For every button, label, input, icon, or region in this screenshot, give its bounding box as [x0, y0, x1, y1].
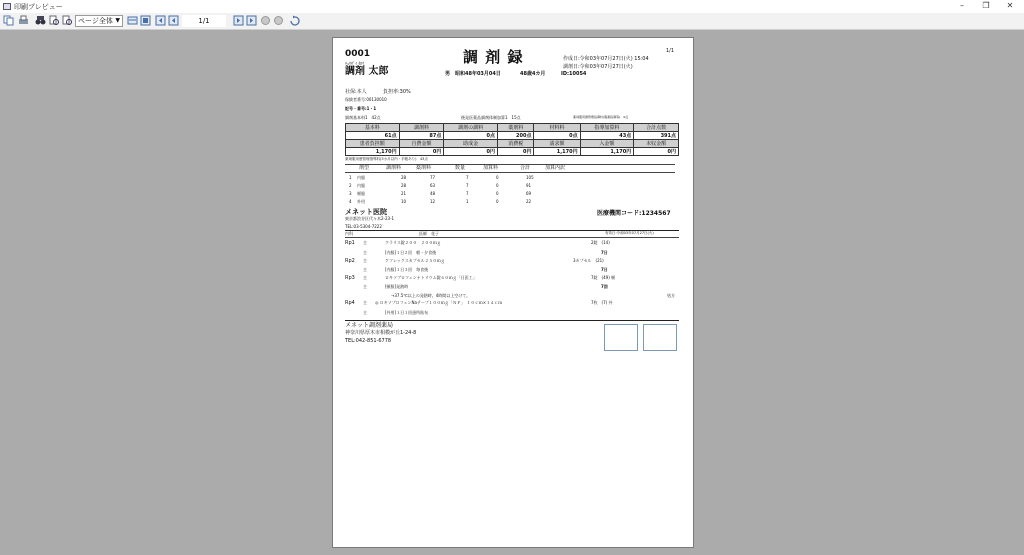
fee-header-cell: 合計点数	[634, 124, 679, 132]
drug-row-type: 外用	[357, 199, 365, 204]
document-page	[332, 37, 694, 548]
rx-drug: [頓服]発熱時	[385, 284, 409, 289]
rx-qty: 7回	[601, 284, 608, 289]
refresh-icon[interactable]	[289, 15, 300, 26]
preview-toolbar	[0, 13, 1024, 30]
divider	[345, 172, 675, 173]
rx-rp: Rp3	[345, 275, 355, 281]
drug-row-value: 21	[401, 191, 407, 196]
rx-type: 主	[363, 250, 367, 255]
drug-row-value: 10	[401, 199, 407, 204]
rx-rp: Rp4	[345, 300, 355, 306]
fee-header-cell: 調剤の調料	[444, 124, 498, 132]
fee-header-row	[346, 140, 679, 148]
close-button[interactable]: ✕	[1006, 1, 1014, 10]
drug-header: 数量	[455, 165, 466, 171]
insurer-number: 保険者番号:00130010	[345, 97, 387, 102]
binoculars-icon[interactable]	[35, 15, 46, 26]
drug-row-type: 内服	[357, 175, 365, 180]
fee-value-cell: 61点	[346, 132, 400, 140]
whole-page-icon[interactable]	[140, 15, 151, 26]
copy-icon[interactable]	[3, 15, 14, 26]
fee-value-cell: 0円	[444, 148, 498, 156]
drug-row-value: 63	[430, 183, 436, 188]
fee-value-cell: 1,170円	[534, 148, 580, 156]
fee-header-cell: 助成金	[444, 140, 498, 148]
drug-row-index: 2	[349, 183, 352, 188]
drug-row-value: 22	[526, 199, 532, 204]
rx-drug: ロキソプロフェンナトリウム錠６０ｍｇ「日医工」	[385, 275, 477, 280]
pharmacy-address: 神奈川県厚木市相模が丘1-24-8	[345, 330, 417, 336]
chevron-down-icon: ▼	[115, 17, 120, 24]
fee-header-cell: 調剤料	[399, 124, 444, 132]
generic-addition: 後発医薬品調剤体制加算1 15点	[461, 115, 521, 120]
back-icon[interactable]	[260, 15, 271, 26]
first-page-icon[interactable]	[155, 15, 166, 26]
zoom-out-icon[interactable]	[62, 15, 73, 26]
clinic-tel: TEL:03-5304-7222	[345, 224, 382, 229]
drug-row-value: 48	[430, 191, 436, 196]
document-title: 調 剤 録	[463, 48, 524, 66]
minimize-button[interactable]: –	[960, 1, 964, 10]
drug-row-value: 91	[526, 183, 532, 188]
insurance-type: 社保:本人	[345, 89, 367, 95]
drug-row-value: 0	[496, 191, 499, 196]
clinic-name: メネット医院	[345, 208, 387, 216]
drug-row-value: 1	[466, 199, 469, 204]
rx-type: 主	[363, 275, 367, 280]
pharmacy-tel: TEL:042-851-6778	[345, 338, 392, 344]
next-page-icon[interactable]	[233, 15, 244, 26]
divider	[345, 237, 679, 238]
prev-page-icon[interactable]	[168, 15, 179, 26]
restore-button[interactable]: ❐	[982, 1, 990, 10]
fee-header-cell: 指導加算料	[580, 124, 634, 132]
drug-section-label: 薬剤服用歴管理指導料(3カ月以内・手帳あり) 43点	[345, 157, 428, 161]
dispensed-date: 調剤日:令和03年07月27日(火)	[563, 64, 633, 70]
divider	[345, 320, 679, 321]
fee-header-cell: 患者負担額	[346, 140, 400, 148]
patient-kana: ﾁｮｳｻﾞｲ ﾀﾛｳ	[345, 61, 365, 66]
rx-rp: Rp1	[345, 240, 355, 246]
fee-value-cell: 200点	[497, 132, 534, 140]
rx-drug: クラリス錠２００ ２００ｍｇ	[385, 240, 441, 245]
rx-qty: 3カプセル (21)	[573, 258, 604, 263]
rx-drug: [外用]１日１回患所貼布	[385, 310, 429, 315]
drug-row-value: 0	[496, 199, 499, 204]
window-title: 印刷プレビュー	[14, 3, 63, 11]
base-fee: 調剤基本料1 42点	[345, 115, 381, 120]
drug-header: 調剤料	[386, 165, 402, 171]
drug-row-value: 0	[496, 175, 499, 180]
drug-row-value: 28	[401, 175, 407, 180]
drug-header: 合計	[520, 165, 531, 171]
rx-qty: 7枚 (7) 外	[591, 300, 613, 305]
fee-value-cell: 0円	[634, 148, 679, 156]
rx-qty: 7日	[601, 250, 608, 255]
drug-header: 薬剤料	[416, 165, 432, 171]
fee-value-cell: 0点	[534, 132, 580, 140]
drug-row-value: 69	[526, 191, 532, 196]
guidance-note: 薬剤服用歴管理指導料(服薬指導等) 0点	[573, 115, 629, 119]
drug-row-value: 7	[466, 183, 469, 188]
drug-row-type: 頓服	[357, 191, 365, 196]
fee-header-cell: 薬剤料	[497, 124, 534, 132]
fee-value-cell: 1,170円	[346, 148, 400, 156]
doctor-name: 医師 花子	[419, 231, 439, 236]
zoom-select[interactable]	[75, 15, 123, 27]
rx-qty: 7日	[601, 267, 608, 272]
drug-header: 剤型	[359, 165, 370, 171]
fee-table	[345, 123, 679, 156]
drug-row-index: 4	[349, 199, 352, 204]
fee-value-cell: 1,170円	[580, 148, 634, 156]
drug-row-value: 77	[430, 175, 436, 180]
stamp-box	[604, 324, 638, 351]
app-icon	[3, 3, 11, 10]
stamp-box	[643, 324, 677, 351]
rx-drug: [内服]１日３回 毎食後	[385, 267, 429, 272]
rx-note: 処方	[667, 293, 675, 298]
forward-icon[interactable]	[273, 15, 284, 26]
page-width-icon[interactable]	[127, 15, 138, 26]
drug-header: 加算料	[483, 165, 499, 171]
fee-header-cell: 請求額	[534, 140, 580, 148]
rx-type: 主	[363, 240, 367, 245]
drug-row-value: 12	[430, 199, 436, 204]
valid-date: 有効日:令和03年07月27日(火)	[605, 231, 654, 235]
zoom-select-value: ページ全体	[78, 17, 113, 25]
fee-value-cell: 391点	[634, 132, 679, 140]
drug-row-type: 内服	[357, 183, 365, 188]
rx-rp: Rp2	[345, 258, 355, 264]
page-count: 1/1	[666, 48, 675, 54]
fee-value-row	[346, 148, 679, 156]
drug-row-value: 28	[401, 183, 407, 188]
pharmacy-name: メネット調剤薬局	[345, 322, 394, 329]
burden-rate: 負担率:30%	[383, 89, 411, 95]
fee-header-row	[346, 124, 679, 132]
fee-value-cell: 43点	[580, 132, 634, 140]
rx-type: 主	[363, 310, 367, 315]
rx-drug: →37.5℃以上の発熱時。4時間以上空けて。	[391, 293, 471, 298]
department: 内科	[345, 231, 353, 236]
fee-header-cell: 基本料	[346, 124, 400, 132]
fee-value-cell: 0円	[399, 148, 444, 156]
print-icon[interactable]	[18, 15, 29, 26]
patient-id: ID:10054	[561, 71, 587, 77]
fee-header-cell: 消費税	[497, 140, 534, 148]
clinic-code: 医療機関コード:1234567	[597, 210, 671, 217]
drug-header: 加算内訳	[545, 165, 566, 171]
patient-birth: 昭和48年03月04日	[455, 71, 501, 77]
rx-drug: [内服]１日２回 朝・夕食後	[385, 250, 437, 255]
document-number: 0001	[345, 49, 371, 59]
rx-type: 主	[363, 284, 367, 289]
rx-qty: 2錠 (14)	[591, 240, 610, 245]
symbol-number: 記号・番号:1・1	[345, 106, 377, 111]
fee-header-cell: 材料料	[534, 124, 580, 132]
rx-type: 主	[363, 258, 367, 263]
rx-drug: ◎ ロキソプロフェンNaテープ１００ｍｇ「ＮＰ」 １０ｃｍ×１４ｃｍ	[375, 300, 503, 305]
fee-header-cell: 自費金額	[399, 140, 444, 148]
window-titlebar	[0, 0, 1024, 13]
fee-value-row	[346, 132, 679, 140]
fee-header-cell: 未収金額	[634, 140, 679, 148]
created-date: 作成日:令和03年07月27日(火) 15:04	[563, 56, 649, 62]
patient-age: 48歳4カ月	[520, 71, 546, 77]
rx-type: 主	[363, 267, 367, 272]
rx-drug: ケフレックスカプセル２５０ｍｇ	[385, 258, 445, 263]
drug-row-value: 7	[466, 175, 469, 180]
rx-type: 主	[363, 300, 367, 305]
drug-row-index: 3	[349, 191, 352, 196]
rx-qty: 7錠 (49) 頓	[591, 275, 616, 280]
fee-header-cell: 入金額	[580, 140, 634, 148]
drug-row-value: 7	[466, 191, 469, 196]
drug-row-value: 0	[496, 183, 499, 188]
fee-value-cell: 0点	[444, 132, 498, 140]
drug-row-index: 1	[349, 175, 352, 180]
last-page-icon[interactable]	[246, 15, 257, 26]
drug-row-value: 105	[526, 175, 534, 180]
fee-value-cell: 87点	[399, 132, 444, 140]
page-indicator: 1/1	[182, 15, 226, 27]
patient-name: 調剤 太郎	[345, 66, 389, 77]
patient-sex: 男	[445, 71, 451, 77]
zoom-in-icon[interactable]	[49, 15, 60, 26]
clinic-address: 東京都渋谷区代々木2-23-1	[345, 216, 395, 221]
fee-value-cell: 0円	[497, 148, 534, 156]
